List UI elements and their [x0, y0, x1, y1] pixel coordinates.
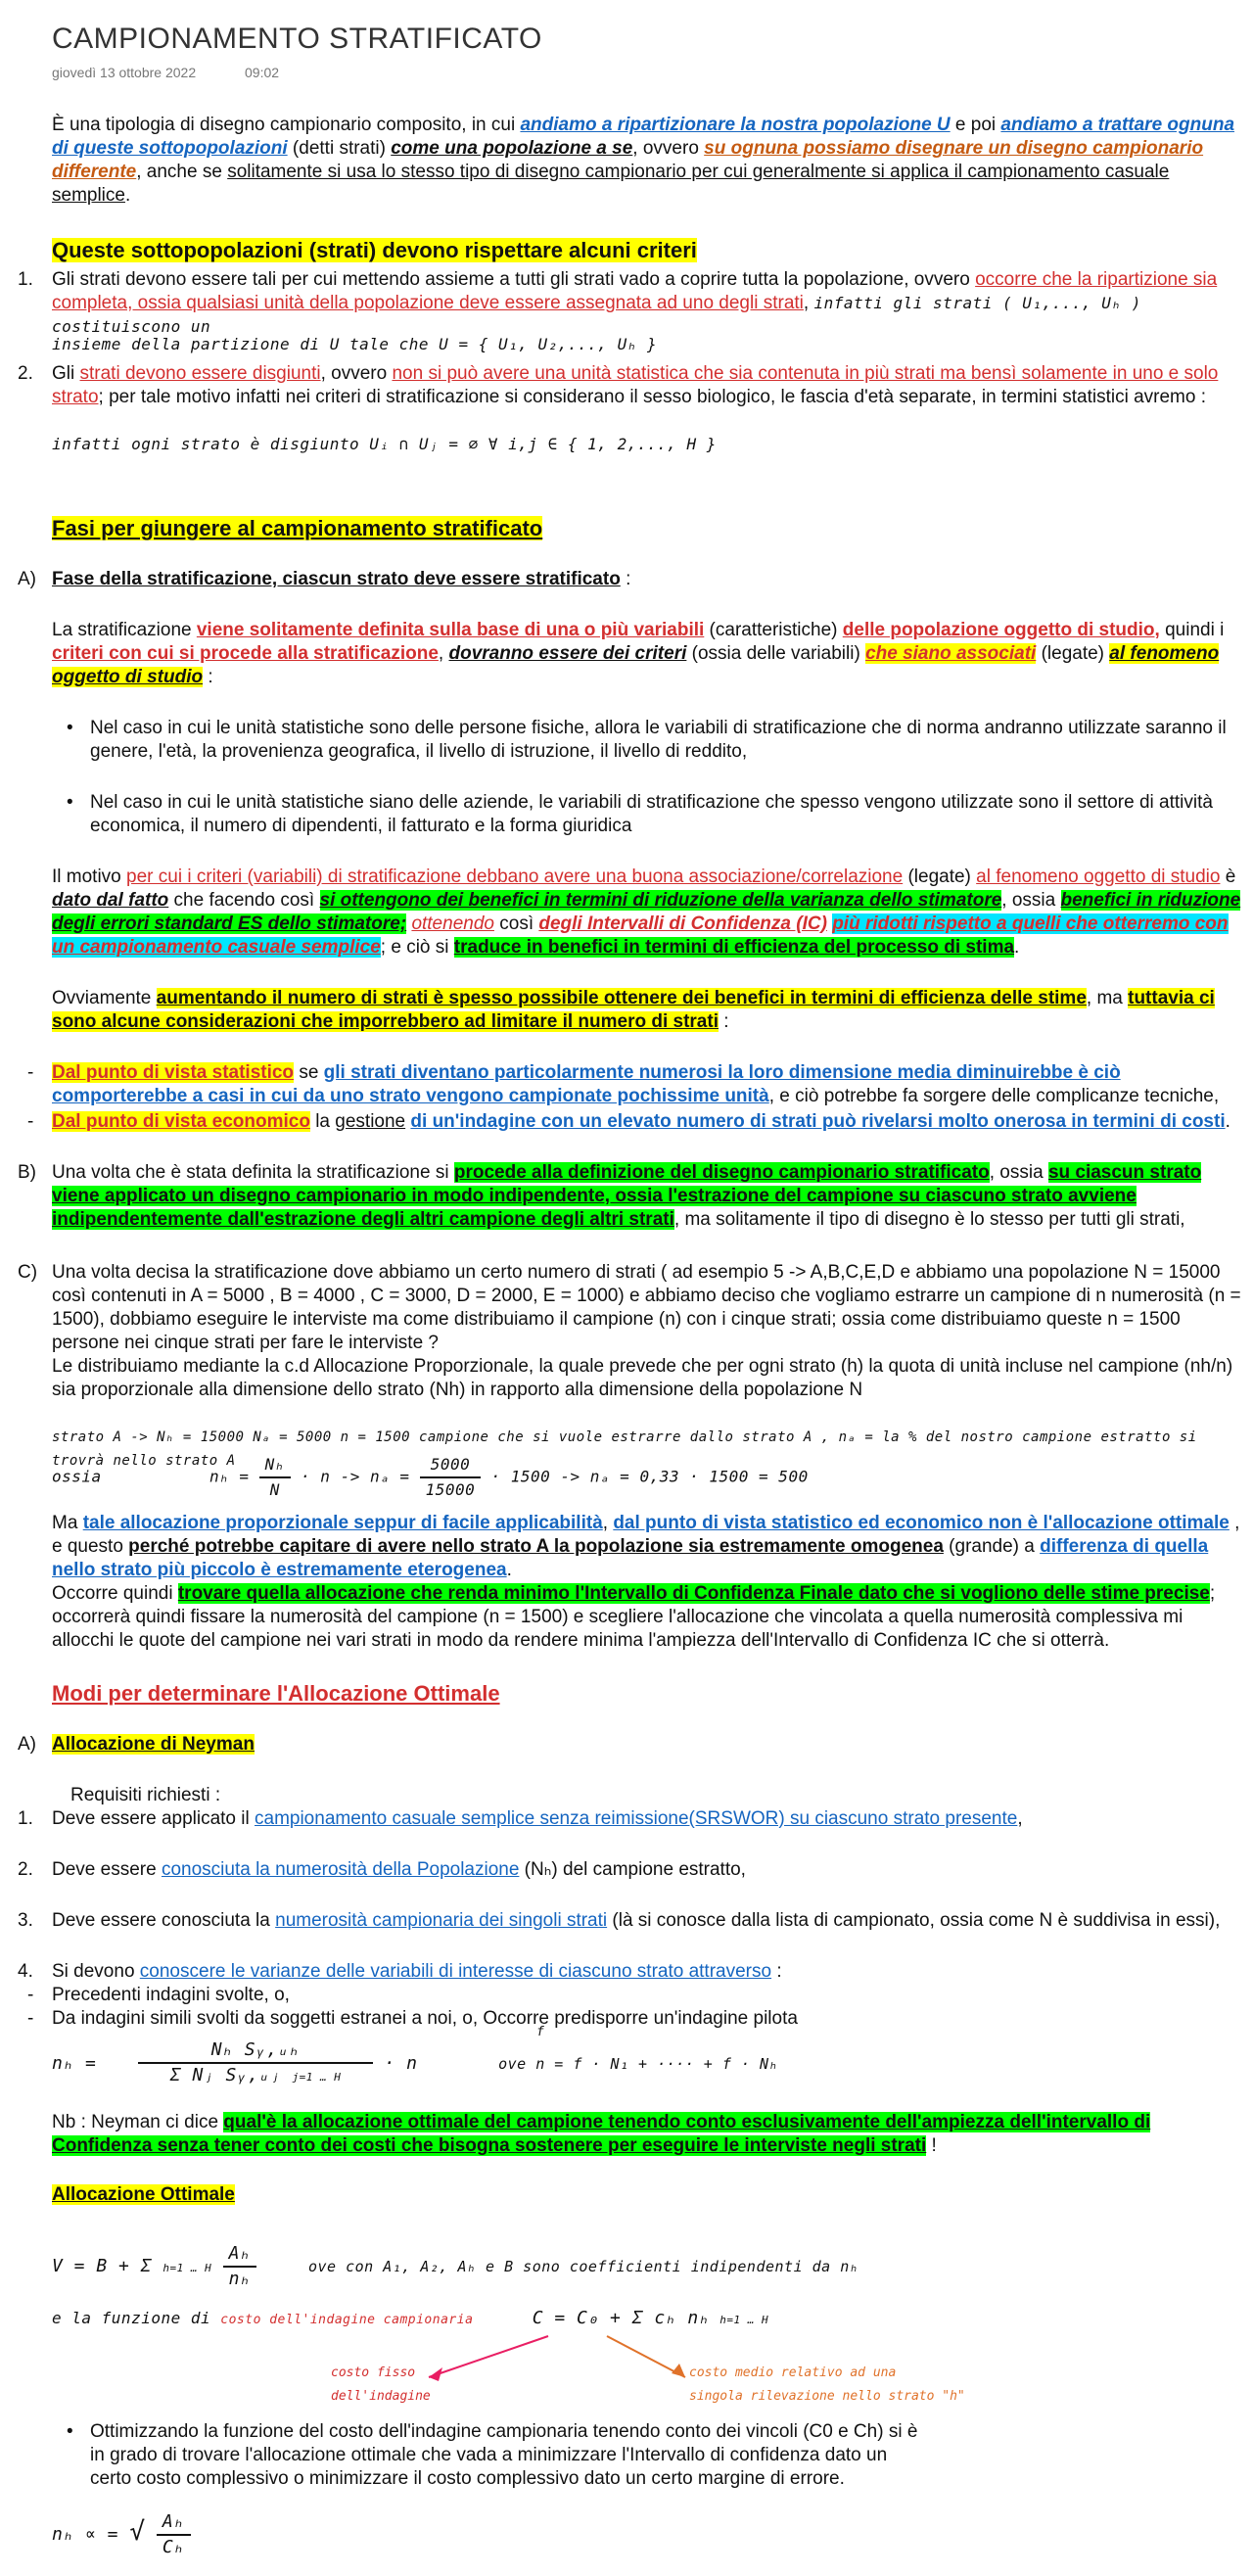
page-time: 09:02: [245, 65, 280, 80]
intro-paragraph: È una tipologia di disegno campionario composito, in cui andiamo a ripartizionare la nostra popolazione U e poi andiamo a trattare ognuna di queste sottopopolazioni (detti strati) come una popolazione a se, ovvero su ognuna possiamo disegnare un disegno campionario differente, anche se solitamente si usa lo stesso tipo di disegno campionario per cui generalmente si applica il campionamento casuale semplice.: [52, 115, 1235, 206]
fasi-a-letter: A): [18, 569, 36, 589]
req4: Si devono conoscere le varianze delle variabili di interesse di ciascuno strato attraverso :: [52, 1961, 782, 1982]
arrow-fixed-cost: [429, 2336, 548, 2377]
bullet-dot: •: [67, 718, 73, 738]
req4-number: 4.: [18, 1961, 33, 1982]
fasi-a-paragraph: La stratificazione viene solitamente definita sulla base di una o più variabili (caratteristiche) delle popolazione oggetto di studio, quindi i criteri con cui si procede alla stratificazione, dovranno essere dei criteri (ossia delle variabili) che siano associati (legate) al fenomeno oggetto di studio :: [52, 620, 1225, 687]
ottimale-bullet: Ottimizzando la funzione del costo dell'indagine campionaria tenendo conto dei vincoli (C0 e Ch) si è in grado di trovare l'allocazione ottimale che vada a minimizzare l'Intervallo di confidenza dato un certo costo complessivo o minimizzare il costo complessivo dato un certo margine di errore.: [90, 2421, 918, 2489]
req1-number: 1.: [18, 1808, 33, 1829]
modi-heading: Modi per determinare l'Allocazione Ottimale: [52, 1681, 500, 1706]
allocazione-ottimale-title: Allocazione Ottimale: [52, 2184, 235, 2205]
dash: -: [27, 1985, 34, 2005]
variance-formula: V = B + Σ h=1 … H $\frac{\text{Aₕ}}{\text{nₕ}}$ ove con A₁, A₂, Aₕ e B sono coefficienti indipendenti da nₕ: [52, 2243, 859, 2289]
fasi-a-motivo: Il motivo per cui i criteri (variabili) di stratificazione debbano avere una buona associazione/correlazione (legate) al fenomeno oggetto di studio è dato dal fatto che facendo così si ottengono dei benefici in termini di riduzione della varianza dello stimatore, ossia benefici in riduzione degli errori standard ES dello stimatore; ottenendo così degli Intervalli di Confidenza (IC) più ridotti rispetto a quelli che otterremo con un campionamento casuale semplice; e ciò si traduce in benefici in termini di efficienza del processo di stima.: [52, 866, 1241, 958]
fasi-a-dash1: Dal punto di vista statistico se gli strati diventano particolarmente numerosi la loro dimensione media diminuirebbe è ciò comporterebbe a casi in cui da uno strato vengono campionate pochissime unità, e ciò potrebbe fa sorgere delle complicanze tecniche,: [52, 1062, 1220, 1106]
criteria-item2-handwritten: infatti ogni strato è disgiunto Uᵢ ∩ Uⱼ = ∅ ∀ i,j ∈ { 1, 2,..., H }: [52, 435, 717, 453]
req3: Deve essere conosciuta la numerosità campionaria dei singoli strati (là si conosce dalla lista di campionato, ossia come N è suddivisa in essi),: [52, 1910, 1221, 1931]
requisiti-label: Requisiti richiesti :: [70, 1785, 221, 1805]
page-date: giovedì 13 ottobre 2022: [52, 65, 197, 80]
criteria-item1-number: 1.: [18, 269, 33, 290]
req2-number: 2.: [18, 1859, 33, 1880]
fasi-c-letter: C): [18, 1262, 38, 1283]
criteria-item1-handwritten: insieme della partizione di U tale che U = { U₁, U₂,..., Uₕ }: [52, 335, 658, 353]
dash: -: [27, 1062, 34, 1083]
fasi-heading: Fasi per giungere al campionamento stratificato: [52, 516, 543, 540]
criteria-item2-number: 2.: [18, 363, 33, 384]
fasi-a-dash2: Dal punto di vista economico la gestione di un'indagine con un elevato numero di strati può rivelarsi molto onerosa in termini di costi.: [52, 1111, 1230, 1132]
criteria-heading: Queste sottopopolazioni (strati) devono rispettare alcuni criteri: [52, 238, 697, 262]
fasi-c-handwritten2: ossia nₕ = $\frac{\text{Nₕ}}{N}$ · n -> nₐ = $\frac{5000}{15000}$ · 1500 -> nₐ = 0,33 · 1500 = 500: [52, 1455, 809, 1499]
req1: Deve essere applicato il campionamento casuale semplice senza reimissione(SRSWOR) su ciascuno strato presente,: [52, 1808, 1023, 1829]
modi-a-title: Allocazione di Neyman: [52, 1734, 255, 1755]
annotation-avg-cost: costo medio relativo ad una singola rilevazione nello strato "h": [689, 2365, 965, 2404]
neyman-formula: nₕ = $\frac{\text{Nₕ Sᵧ,ᵤₕ}}{\text{Σ Nⱼ Sᵧ,ᵤⱼ j=1 … H}}$ · n ove n = f · N₁ + ···· + f · Nₕ: [52, 2039, 779, 2085]
fasi-a-ovviamente: Ovviamente aumentando il numero di strati è spesso possibile ottenere dei benefici in termini di efficienza delle stime, ma tuttavia ci sono alcune considerazioni che imporrebbero ad limitare il numero di strati :: [52, 988, 1215, 1032]
fasi-a-bullet1: Nel caso in cui le unità statistiche sono delle persone fisiche, allora le variabili di stratificazione che di norma andranno utilizzate saranno il genere, l'età, la provenienza geografica, il livello di istruzione, il livello di reddito,: [90, 718, 1227, 762]
fasi-c-ma: Ma tale allocazione proporzionale seppur di facile applicabilità, dal punto di vista statistico ed economico non è l'allocazione ottimale , e questo perché potrebbe capitare di avere nello strato A la popolazione sia estremamente omogenea (grande) a differenza di quella nello strato più piccolo è estremamente eterogenea.: [52, 1513, 1240, 1580]
bullet-dot: •: [67, 2421, 73, 2442]
modi-a-letter: A): [18, 1734, 36, 1755]
fasi-a-title: Fase della stratificazione, ciascun strato deve essere stratificato :: [52, 569, 631, 589]
final-formula: nₕ ∝ = √ $\frac{\text{Aₕ}}{\text{Cₕ}}$: [52, 2510, 1241, 2559]
req3-number: 3.: [18, 1910, 33, 1931]
fasi-b-letter: B): [18, 1162, 36, 1183]
fasi-c-paragraph: Una volta decisa la stratificazione dove abbiamo un certo numero di strati ( ad esempio 5 -> A,B,C,E,D e abbiamo una popolazione N = 15000 così contenuti in A = 5000 , B = 4000 , C = 3000, D = 2000, E = 1000) e abbiamo deciso che vogliamo estrarre un campione di n numerosità (n = 1500), dobbiamo eseguire le interviste ma come distribuiamo il campione (n) con i cinque strati; ossia come distribuiamo queste n = 1500 persone nei cinque strati per fare le interviste ? Le distribuiamo mediante la c.d Allocazione Proporzionale, la quale prevede che per ogni strato (h) la quota di unità incluse nel campione (nh/n) sia proporzionale alla dimensione dello strato (Nh) in rapporto alla dimensione della popolazione N: [52, 1262, 1241, 1400]
req4-dash1: Precedenti indagini svolte, o,: [52, 1985, 290, 2005]
fasi-c-handwritten1: strato A -> Nₕ = 15000 Nₐ = 5000 n = 1500 campione che si vuole estrarre dallo strato A , nₐ = la % del nostro campione estratto si trovrà nello strato A: [52, 1429, 1197, 1469]
neyman-nb: Nb : Neyman ci dice qual'è la allocazione ottimale del campione tenendo conto esclusivamente dell'ampiezza dell'intervallo di Confidenza senza tener conto dei costi che bisogna sostenere per eseguire le interviste negli strati !: [52, 2112, 1151, 2156]
neyman-annotation: f: [536, 2025, 545, 2039]
fasi-a-bullet2: Nel caso in cui le unità statistiche siano delle aziende, le variabili di stratificazione che spesso vengono utilizzate sono il settore di attività economica, il numero di dipendenti, il fatturato e la forma giuridica: [90, 792, 1213, 836]
dash: -: [27, 1111, 34, 1132]
req4-dash2: Da indagini simili svolti da soggetti estranei a noi, o, Occorre predisporre un'indagine pilota: [52, 2008, 798, 2029]
criteria-item1: Gli strati devono essere tali per cui mettendo assieme a tutti gli strati vado a coprire tutta la popolazione, ovvero occorre che la ripartizione sia completa, ossia qualsiasi unità della popolazione deve essere assegnata ad uno degli strati, infatti gli strati ( U₁,..., Uₕ ) costituiscono un: [52, 269, 1218, 336]
annotation-fixed-cost: costo fisso dell'indagine: [331, 2365, 431, 2404]
fasi-c-occorre: Occorre quindi trovare quella allocazione che renda minimo l'Intervallo di Confidenza Finale dato che si vogliono delle stime precise; occorrerà quindi fissare la numerosità del campione (n = 1500) e scegliere l'allocazione che vincolata a quella numerosità complessiva mi allocchi le quote del campione nei vari strati in modo da rendere minima l'ampiezza dell'Intervallo di Confidenza IC che si otterrà.: [52, 1583, 1216, 1651]
cost-formula: e la funzione di costo dell'indagine campionaria C = C₀ + Σ cₕ nₕ h=1 … H: [52, 2308, 769, 2328]
req2: Deve essere conosciuta la numerosità della Popolazione (Nₕ) del campione estratto,: [52, 1859, 746, 1880]
bullet-dot: •: [67, 792, 73, 813]
dash: -: [27, 2008, 34, 2029]
criteria-item2: Gli strati devono essere disgiunti, ovvero non si può avere una unità statistica che sia contenuta in più strati ma bensì solamente in uno e solo strato; per tale motivo infatti nei criteri di stratificazione si considerano il sesso biologico, le fascia d'età separate, in termini statistici avremo :: [52, 363, 1219, 407]
fasi-b-paragraph: Una volta che è stata definita la stratificazione si procede alla definizione del disegno campionario stratificato, ossia su ciascun strato viene applicato un disegno campionario in modo indipendente, ossia l'estrazione del campione su ciascuno strato avviene indipendentemente dall'estrazione degli altri campione degli altri strati, ma solitamente il tipo di disegno è lo stesso per tutti gli strati,: [52, 1162, 1202, 1230]
page-title: CAMPIONAMENTO STRATIFICATO: [52, 23, 542, 55]
arrow-head: [429, 2367, 442, 2381]
